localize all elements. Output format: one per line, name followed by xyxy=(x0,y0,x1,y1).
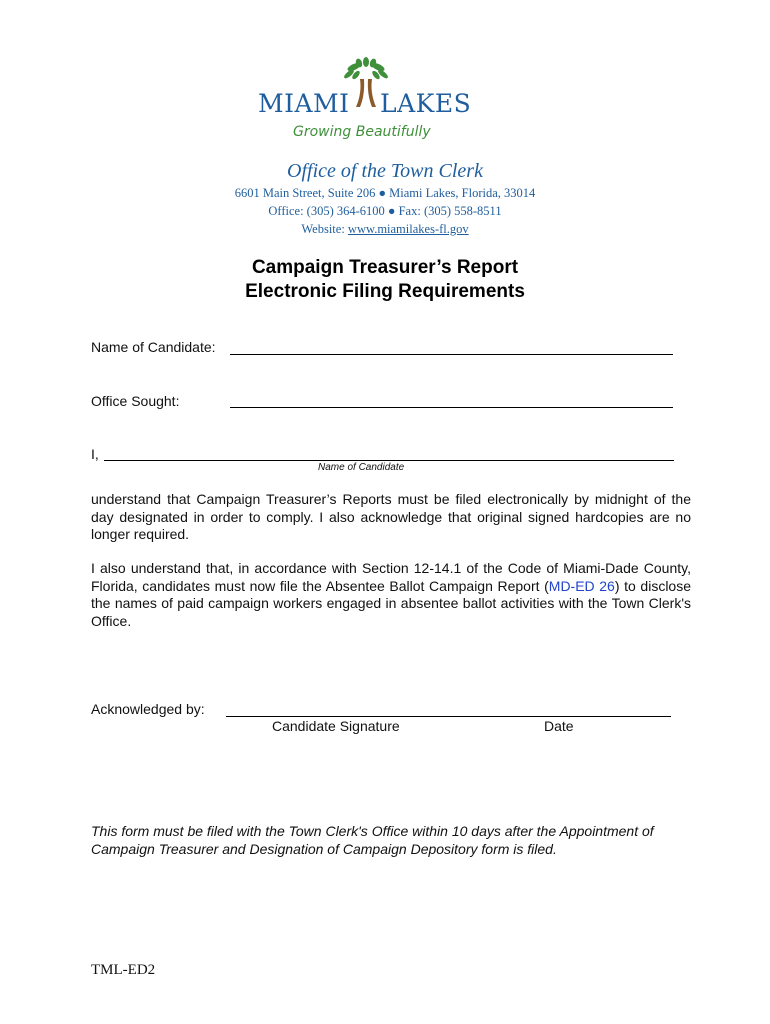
name-of-candidate-label: Name of Candidate: xyxy=(91,339,216,355)
acknowledgement-paragraph-2 xyxy=(91,560,691,630)
logo-word-lakes: LAKES xyxy=(380,89,472,118)
acknowledged-by-label: Acknowledged by: xyxy=(91,701,205,717)
logo-tagline: Growing Beautifully xyxy=(293,124,431,140)
paragraph-2-text-end: ) to disclose the names of paid campaign workers engaged in absentee ballot activities with the Town Clerk's Office. xyxy=(91,577,691,629)
office-sought-label: Office Sought: xyxy=(91,393,180,409)
signature-field[interactable] xyxy=(226,716,671,717)
i-label: I, xyxy=(91,446,99,462)
miami-lakes-logo xyxy=(256,57,474,147)
phone-fax-line: Office: (305) 364-6100 ● Fax: (305) 558-8511 xyxy=(268,204,502,218)
md-ed-26-link[interactable]: MD-ED 26 xyxy=(548,577,615,594)
address-line: 6601 Main Street, Suite 206 ● Miami Lakes, Florida, 33014 xyxy=(234,186,536,200)
website-label: Website: xyxy=(301,222,348,236)
office-title: Office of the Town Clerk xyxy=(287,160,483,182)
name-of-candidate-caption: Name of Candidate xyxy=(318,462,405,473)
date-caption: Date xyxy=(544,718,574,734)
office-sought-field[interactable] xyxy=(230,407,673,408)
filing-deadline-note: This form must be filed with the Town Clerk's Office within 10 days after the Appointment of Campaign Treasurer and Designation of Campaign Depository form is filed. xyxy=(91,823,654,857)
acknowledgement-paragraph-1: understand that Campaign Treasurer’s Reports must be filed electronically by midnight of the day designated in order to comply. I also acknowledge that original signed hardcopies are no longer required. xyxy=(91,491,691,542)
logo-word-miami: MIAMI xyxy=(258,89,350,118)
candidate-signature-caption: Candidate Signature xyxy=(272,718,400,734)
paragraph-2-text-start: I also understand that, in accordance with Section 12-14.1 of the Code of Miami-Dade County, Florida, candidates must now file the Absentee Ballot Campaign Report ( xyxy=(91,560,691,594)
report-subtitle: Electronic Filing Requirements xyxy=(245,281,525,302)
name-of-candidate-field[interactable] xyxy=(230,354,673,355)
website-link[interactable]: www.miamilakes-fl.gov xyxy=(347,222,469,236)
report-title: Campaign Treasurer’s Report xyxy=(251,257,519,278)
form-code: TML-ED2 xyxy=(91,962,156,978)
website-line xyxy=(0,222,770,237)
candidate-name-field[interactable] xyxy=(104,460,674,461)
